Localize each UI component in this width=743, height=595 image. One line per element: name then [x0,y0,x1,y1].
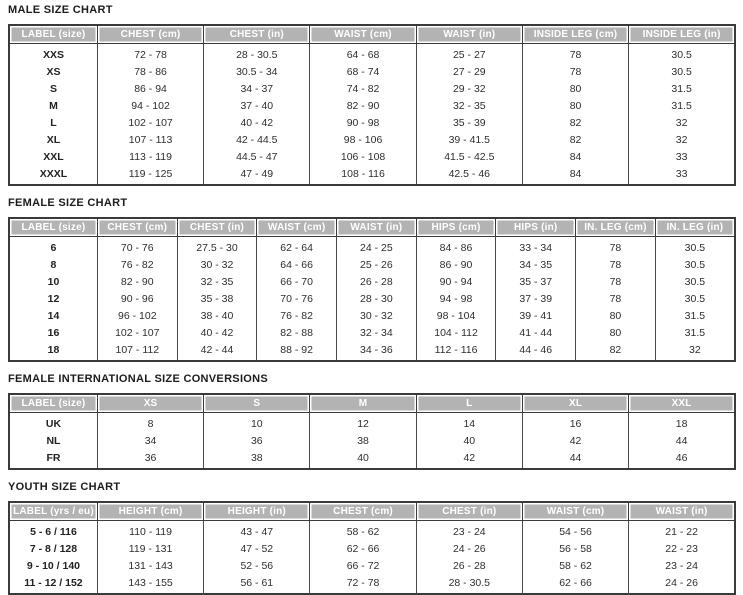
value-cell: 58 - 62 [310,521,416,541]
value-cell: 98 - 106 [310,131,416,148]
value-cell: 52 - 56 [204,557,310,574]
value-cell: 32 [629,131,735,148]
value-cell: 26 - 28 [337,273,417,290]
value-cell: 54 - 56 [522,521,628,541]
value-cell: 94 - 98 [416,290,496,307]
value-cell: 28 - 30.5 [416,574,522,594]
value-cell: 62 - 64 [257,237,337,257]
section-youth-size-chart [8,481,736,595]
column-header: LABEL (yrs / eu) [9,502,97,521]
row-label-cell: 7 - 8 / 128 [9,540,97,557]
value-cell: 70 - 76 [257,290,337,307]
value-cell: 32 - 35 [416,97,522,114]
column-header: CHEST (cm) [97,25,203,44]
value-cell: 41.5 - 42.5 [416,148,522,165]
value-cell: 78 [576,256,656,273]
row-label-cell: S [9,80,97,97]
table-row [9,324,735,341]
value-cell: 74 - 82 [310,80,416,97]
value-cell: 90 - 98 [310,114,416,131]
value-cell: 47 - 49 [204,165,310,185]
row-label-cell: M [9,97,97,114]
value-cell: 16 [522,413,628,433]
column-header: WAIST (in) [416,25,522,44]
value-cell: 24 - 25 [337,237,417,257]
value-cell: 102 - 107 [97,114,203,131]
value-cell: 42 [522,432,628,449]
value-cell: 42.5 - 46 [416,165,522,185]
value-cell: 31.5 [629,97,735,114]
value-cell: 56 - 58 [522,540,628,557]
value-cell: 31.5 [629,80,735,97]
value-cell: 23 - 24 [629,557,735,574]
female-international-conversions-table [8,393,736,470]
column-header: INSIDE LEG (cm) [522,25,628,44]
value-cell: 24 - 26 [629,574,735,594]
value-cell: 33 [629,148,735,165]
value-cell: 40 - 42 [204,114,310,131]
value-cell: 113 - 119 [97,148,203,165]
value-cell: 86 - 94 [97,80,203,97]
column-header: LABEL (size) [9,394,97,413]
value-cell: 44.5 - 47 [204,148,310,165]
value-cell: 24 - 26 [416,540,522,557]
value-cell: 94 - 102 [97,97,203,114]
value-cell: 30.5 [629,63,735,80]
value-cell: 40 [416,432,522,449]
table-row [9,131,735,148]
column-header: HEIGHT (cm) [97,502,203,521]
value-cell: 35 - 37 [496,273,576,290]
column-header: CHEST (cm) [310,502,416,521]
column-header: INSIDE LEG (in) [629,25,735,44]
table-row [9,540,735,557]
value-cell: 34 [97,432,203,449]
value-cell: 38 - 40 [177,307,257,324]
value-cell: 39 - 41 [496,307,576,324]
value-cell: 10 [204,413,310,433]
value-cell: 37 - 40 [204,97,310,114]
female-international-conversions-title: FEMALE INTERNATIONAL SIZE CONVERSIONS [8,373,269,385]
value-cell: 112 - 116 [416,341,496,361]
table-row [9,44,735,64]
value-cell: 21 - 22 [629,521,735,541]
value-cell: 78 [576,290,656,307]
value-cell: 42 - 44 [177,341,257,361]
value-cell: 42 [416,449,522,469]
value-cell: 31.5 [655,307,735,324]
column-header: L [416,394,522,413]
column-header: IN. LEG (cm) [576,218,656,237]
table-row [9,341,735,361]
value-cell: 38 [204,449,310,469]
value-cell: 66 - 72 [310,557,416,574]
value-cell: 8 [97,413,203,433]
value-cell: 30.5 [655,237,735,257]
value-cell: 90 - 94 [416,273,496,290]
row-label-cell: 5 - 6 / 116 [9,521,97,541]
table-row [9,273,735,290]
value-cell: 70 - 76 [97,237,177,257]
column-header: CHEST (in) [416,502,522,521]
value-cell: 26 - 28 [416,557,522,574]
table-row [9,307,735,324]
section-female-size-chart [8,197,736,362]
column-header: HIPS (cm) [416,218,496,237]
value-cell: 78 [522,44,628,64]
value-cell: 62 - 66 [310,540,416,557]
male-size-chart-title: MALE SIZE CHART [8,4,113,16]
row-label-cell: 6 [9,237,97,257]
value-cell: 40 [310,449,416,469]
table-row [9,290,735,307]
table-row [9,557,735,574]
column-header: HEIGHT (in) [204,502,310,521]
value-cell: 56 - 61 [204,574,310,594]
value-cell: 82 - 88 [257,324,337,341]
row-label-cell: XXS [9,44,97,64]
column-header: LABEL (size) [9,218,97,237]
row-label-cell: FR [9,449,97,469]
value-cell: 107 - 112 [97,341,177,361]
value-cell: 34 - 36 [337,341,417,361]
value-cell: 30 - 32 [337,307,417,324]
value-cell: 104 - 112 [416,324,496,341]
value-cell: 25 - 27 [416,44,522,64]
value-cell: 106 - 108 [310,148,416,165]
value-cell: 78 - 86 [97,63,203,80]
value-cell: 88 - 92 [257,341,337,361]
value-cell: 27.5 - 30 [177,237,257,257]
column-header: XXL [629,394,735,413]
row-label-cell: 11 - 12 / 152 [9,574,97,594]
row-label-cell: XXL [9,148,97,165]
column-header: CHEST (in) [204,25,310,44]
value-cell: 66 - 70 [257,273,337,290]
value-cell: 78 [576,273,656,290]
value-cell: 42 - 44.5 [204,131,310,148]
row-label-cell: 10 [9,273,97,290]
value-cell: 82 - 90 [310,97,416,114]
value-cell: 33 - 34 [496,237,576,257]
value-cell: 44 [629,432,735,449]
value-cell: 30.5 [655,273,735,290]
value-cell: 29 - 32 [416,80,522,97]
row-label-cell: XL [9,131,97,148]
value-cell: 41 - 44 [496,324,576,341]
value-cell: 22 - 23 [629,540,735,557]
value-cell: 30.5 [629,44,735,64]
row-label-cell: 18 [9,341,97,361]
table-row [9,574,735,594]
value-cell: 47 - 52 [204,540,310,557]
value-cell: 82 [576,341,656,361]
value-cell: 25 - 26 [337,256,417,273]
column-header: WAIST (cm) [310,25,416,44]
column-header: S [204,394,310,413]
column-header: WAIST (cm) [257,218,337,237]
value-cell: 34 - 35 [496,256,576,273]
value-cell: 35 - 39 [416,114,522,131]
table-row [9,148,735,165]
value-cell: 64 - 68 [310,44,416,64]
value-cell: 34 - 37 [204,80,310,97]
row-label-cell: L [9,114,97,131]
value-cell: 33 [629,165,735,185]
header-row [9,502,735,521]
column-header: HIPS (in) [496,218,576,237]
table-row [9,521,735,541]
value-cell: 37 - 39 [496,290,576,307]
row-label-cell: NL [9,432,97,449]
value-cell: 78 [576,237,656,257]
value-cell: 76 - 82 [97,256,177,273]
value-cell: 84 [522,148,628,165]
female-size-table [8,217,736,362]
value-cell: 68 - 74 [310,63,416,80]
column-header: M [310,394,416,413]
column-header: IN. LEG (in) [655,218,735,237]
value-cell: 143 - 155 [97,574,203,594]
value-cell: 44 [522,449,628,469]
youth-size-chart-title: YOUTH SIZE CHART [8,481,121,493]
value-cell: 108 - 116 [310,165,416,185]
value-cell: 38 [310,432,416,449]
value-cell: 90 - 96 [97,290,177,307]
value-cell: 84 - 86 [416,237,496,257]
column-header: WAIST (cm) [522,502,628,521]
value-cell: 43 - 47 [204,521,310,541]
male-size-table [8,24,736,186]
value-cell: 119 - 125 [97,165,203,185]
table-row [9,165,735,185]
table-row [9,237,735,257]
table-row [9,97,735,114]
value-cell: 72 - 78 [310,574,416,594]
table-row [9,63,735,80]
value-cell: 30 - 32 [177,256,257,273]
value-cell: 36 [204,432,310,449]
value-cell: 18 [629,413,735,433]
row-label-cell: 16 [9,324,97,341]
value-cell: 131 - 143 [97,557,203,574]
value-cell: 40 - 42 [177,324,257,341]
value-cell: 82 - 90 [97,273,177,290]
value-cell: 31.5 [655,324,735,341]
value-cell: 80 [522,80,628,97]
value-cell: 72 - 78 [97,44,203,64]
value-cell: 32 - 34 [337,324,417,341]
column-header: XS [97,394,203,413]
value-cell: 30.5 [655,256,735,273]
table-row [9,80,735,97]
value-cell: 30.5 - 34 [204,63,310,80]
table-row [9,432,735,449]
section-male-size-chart [8,4,736,186]
value-cell: 80 [576,324,656,341]
value-cell: 27 - 29 [416,63,522,80]
header-row [9,394,735,413]
value-cell: 80 [576,307,656,324]
column-header: XL [522,394,628,413]
row-label-cell: 9 - 10 / 140 [9,557,97,574]
value-cell: 23 - 24 [416,521,522,541]
value-cell: 14 [416,413,522,433]
value-cell: 82 [522,114,628,131]
column-header: WAIST (in) [337,218,417,237]
value-cell: 32 - 35 [177,273,257,290]
value-cell: 28 - 30 [337,290,417,307]
value-cell: 86 - 90 [416,256,496,273]
column-header: CHEST (cm) [97,218,177,237]
column-header: CHEST (in) [177,218,257,237]
header-row [9,25,735,44]
value-cell: 36 [97,449,203,469]
value-cell: 98 - 104 [416,307,496,324]
value-cell: 107 - 113 [97,131,203,148]
value-cell: 119 - 131 [97,540,203,557]
row-label-cell: 12 [9,290,97,307]
table-row [9,413,735,433]
row-label-cell: UK [9,413,97,433]
youth-size-table [8,501,736,595]
value-cell: 62 - 66 [522,574,628,594]
value-cell: 12 [310,413,416,433]
value-cell: 28 - 30.5 [204,44,310,64]
female-size-chart-title: FEMALE SIZE CHART [8,197,128,209]
value-cell: 35 - 38 [177,290,257,307]
value-cell: 58 - 62 [522,557,628,574]
value-cell: 78 [522,63,628,80]
value-cell: 80 [522,97,628,114]
table-row [9,114,735,131]
value-cell: 32 [655,341,735,361]
value-cell: 32 [629,114,735,131]
value-cell: 44 - 46 [496,341,576,361]
value-cell: 64 - 66 [257,256,337,273]
value-cell: 102 - 107 [97,324,177,341]
table-row [9,449,735,469]
column-header: WAIST (in) [629,502,735,521]
value-cell: 82 [522,131,628,148]
column-header: LABEL (size) [9,25,97,44]
value-cell: 30.5 [655,290,735,307]
header-row [9,218,735,237]
row-label-cell: 8 [9,256,97,273]
row-label-cell: XXXL [9,165,97,185]
value-cell: 46 [629,449,735,469]
section-female-international-conversions [8,373,736,470]
value-cell: 76 - 82 [257,307,337,324]
value-cell: 84 [522,165,628,185]
value-cell: 110 - 119 [97,521,203,541]
row-label-cell: 14 [9,307,97,324]
value-cell: 39 - 41.5 [416,131,522,148]
table-row [9,256,735,273]
row-label-cell: XS [9,63,97,80]
value-cell: 96 - 102 [97,307,177,324]
